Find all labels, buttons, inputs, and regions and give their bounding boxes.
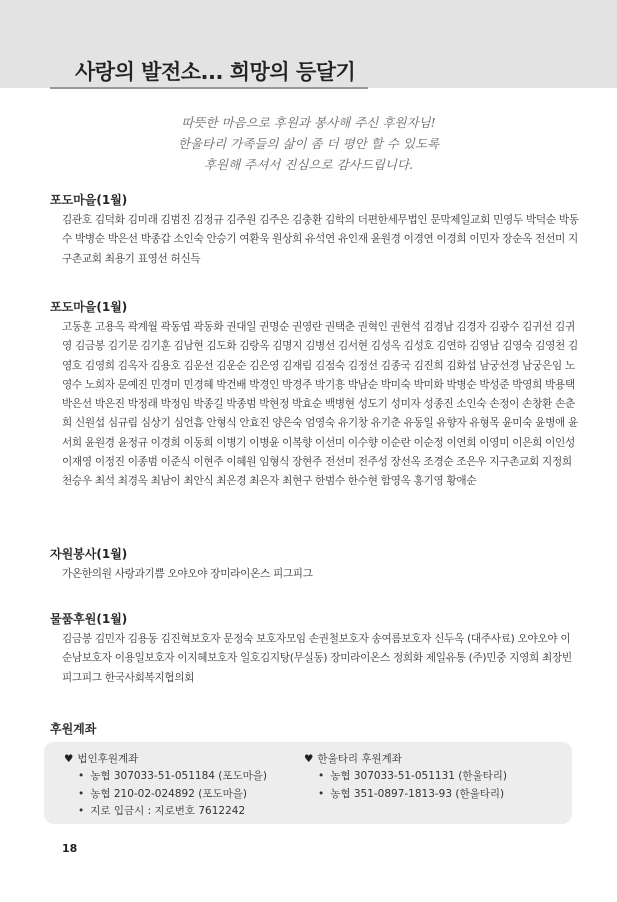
intro-line: 후원해 주셔서 진심으로 감사드립니다. [203,157,414,172]
section-podo-village-1 [50,191,580,269]
heart-icon: ♥ [304,753,314,765]
accounts-box [44,742,572,824]
intro-line: 한울타리 가족들의 삶이 좀 더 평안 할 수 있도록 [177,136,440,151]
page-title: 사랑의 발전소... 희망의 등달기 [75,60,356,84]
volunteer-list: 가온한의원 사랑과기쁨 오야오야 장미라이온스 피그피그 [62,568,313,580]
account-item: • 농협 307033-51-051131 (한울타리) [318,768,507,786]
title-underline [50,87,368,89]
section-heading: 포도마을(1월) [50,193,128,207]
section-heading: 물품후원(1월) [50,612,128,626]
section-heading: 포도마을(1월) [50,300,128,314]
section-heading: 자원봉사(1월) [50,547,128,561]
corporate-account-column [64,750,267,821]
account-item: • 농협 210-02-024892 (포도마을) [78,786,267,804]
intro-line: 따뜻한 마음으로 후원과 봉사해 주신 후원자님! [181,115,436,130]
hanultari-account-label: 한울타리 후원계좌 [317,753,402,765]
account-item: • 농협 307033-51-051184 (포도마을) [78,768,267,786]
account-item: • 농협 351-0897-1813-93 (한울타리) [318,786,507,804]
intro-message [0,112,617,175]
section-goods-donation [50,610,580,688]
account-item: • 지로 입금시 : 지로번호 7612242 [78,803,267,821]
accounts-heading: 후원계좌 [50,722,97,736]
heart-icon: ♥ [64,753,74,765]
corporate-account-label: 법인후원계좌 [77,753,139,765]
hanultari-account-column [304,750,507,803]
goods-donor-list: 김금봉 김민자 김용동 김진혁보호자 문정숙 보호자모임 손권철보호자 송여름보호자 신두옥 (대주사료) 오야오야 이순남보호자 이용일보호자 이지혜보호자 일호김지탕(무실동) 장미라이온스 정희화 제일유통 (주)민중 지영희 최장빈 피그피그 한국사회복지협의회 [62,633,572,684]
section-podo-village-2 [50,298,580,492]
donor-list: 고동훈 고용옥 곽계월 곽동엽 곽동화 권대일 권명순 권영란 권택춘 권혁인 권현석 김경남 김경자 김광수 김귀선 김귀영 김금봉 김기문 김기훈 김남현 김도화 김랑옥 김명지 김병선 김서현 김성옥 김성호 김연하 김영남 김영숙 김영천 김영호 김영희 김옥자 김용호 김운선 김운순 김은영 김재림 김점숙 김정선 김종국 김진희 김화섭 남궁선경 남궁은임 노영수 노희자 문예진 민경미 민경혜 박건배 박경인 박경주 박기흥 박남순 박미숙 박미화 박병순 박성준 박영희 박용택 박은선 박은진 박정래 박정임 박종길 박종범 박현정 박효순 백병현 성도기 성미자 성종진 소인숙 손정이 손창환 손춘희 신원섭 심규림 심상기 심언흠 안형식 안효진 양은숙 엄영숙 유기창 유기춘 유동일 유향자 유형목 윤미숙 윤병애 윤서희 윤원경 윤정규 이경희 이동희 이병기 이병윤 이복향 이선미 이수향 이순란 이순정 이연희 이영미 이은희 이인성 이재영 이정진 이종범 이준식 이현주 이혜원 임형식 장현주 전선미 전주성 장선옥 조경순 조은우 지구촌교회 지정희 천승우 최석 최경옥 최남이 최안식 최은경 최은자 최현구 한범수 한수현 함영옥 홍기영 황애순 [62,321,578,488]
donor-list: 김관호 김덕화 김미래 김범진 김정규 김주원 김주은 김충환 김학의 더편한세무법인 문막제일교회 민영두 박덕순 박동수 박병순 박은선 박종갑 소인숙 안승기 여환욱 원상희 유석연 유인재 윤원경 이경연 이경희 이민자 장순옥 전선미 지구촌교회 최용기 표영선 허신득 [62,214,579,265]
page-number: 18 [62,842,78,855]
section-volunteer [50,545,580,584]
